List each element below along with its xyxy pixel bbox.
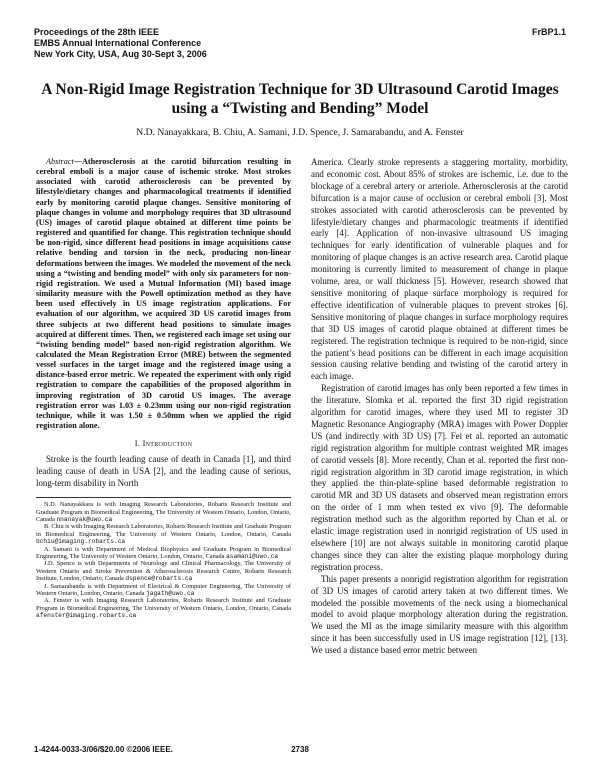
conference-header (34, 27, 207, 60)
footnotes (36, 501, 291, 620)
header-line-3: New York City, USA, Aug 30-Sept 3, 2006 (34, 49, 207, 59)
footnote-email: jagath@uwo.ca (146, 589, 195, 597)
header-line-2: EMBS Annual International Conference (34, 38, 202, 48)
footnote (36, 583, 291, 598)
abstract-text: —Atherosclerosis at the carotid bifurcation resulting in cerebral emboli is a major cause of ischemic stroke. Most strokes associated with carotid atherosclerosis can be prevented by lifestyle/dietary changes and pharmacological treatments if identified early by monitoring carotid plaque changes. Sensitive monitoring of plaque changes in volume and morphology requires that 3D ultrasound (US) images of carotid plaque obtained at different time points be registered and quantified for change. This registration technique should be non-rigid, since different head positions in image acquisitions cause relative bending and torsion in the neck, producing non-linear deformations between the images. We modeled the movement of the neck using a “twisting and bending model” with only six parameters for non-rigid registration. We used a Mutual Information (MI) based image similarity measure with the Powell optimization method as they have been used effectively in US image registration applications. For evaluation of our algorithm, we acquired 3D US carotid images from three subjects at two different head positions to simulate images acquired at different times. Then, we registered each image set using our “twisting bending model” based non-rigid registration algorithm. We calculated the Mean Registration Error (MRE) between the segmented vessel surfaces in the target image and the registered image using a distance-based error metric. We repeated the experiment with only rigid registration to compare the capabilities of the proposed algorithm in improving registration of 3D carotid US images. The average registration error was 1.03 ± 0.23mm using our non-rigid registration technique, while it was 1.50 ± 0.50mm when we applied the rigid registration alone. (36, 157, 291, 431)
footnote-email: dspence@robarts.ca (125, 575, 193, 583)
footnote-text: J. Samarabandu is with Department of Electrical & Computer Engineering, The University of Western Ontario, London, Ontario, Canada (36, 582, 291, 597)
body-paragraph: Registration of carotid images has only been reported a few times in the literature. Slomka et al. reported the first 3D rigid registration algorithm for carotid images, where they used MI to register 3D Magnetic Resonance Angiography (MRA) images with Power Doppler US (and indirectly with 3D US) [7]. Fei et al. reported an automatic rigid registration algorithm for multiple contrast weighted MR images of carotid vessels [8]. More recently, Chan et al. reported the first non-rigid registration algorithm in 3D carotid image registration, in which they applied the thin-plate-spline based deformable registration to carotid MR and 3D US datasets and observed mean registration errors on the order of 1 mm when tested ex vivo [9]. The deformable registration method such as the algorithm reported by Chan et al. or elastic image registration used in nonrigid registration of US used in elsewhere [10] are not always suitable in monitoring carotid plaque changes since they can alter the existing plaque morphology during registration process. (311, 383, 568, 572)
footnote (36, 501, 291, 523)
paper-title: A Non-Rigid Image Registration Technique for 3D Ultrasound Carotid Images using a “Twisting and Bending” Model (41, 81, 559, 117)
body-paragraph: America. Clearly stroke represents a staggering mortality, morbidity, and economic cost. About 85% of strokes are ischemic, i.e. due to the blockage of a cerebral artery or arteriole. Atherosclerosis at the carotid bifurcation is a major cause of occlusion or cerebral emboli [3]. Most strokes associated with carotid atherosclerosis can be prevented by lifestyle/dietary changes and pharmacologic treatments if identified early [4]. Application of non-invasive ultrasound US imaging techniques for early identification of vulnerable plaques and for monitoring of plaque changes is an active research area. Carotid plaque monitoring is currently limited to measurement of change in plaque volume, area, or wall thickness [5]. However, research showed that sensitive monitoring of plaque surface morphology is required for effective identification of vulnerable plaques to prevent strokes [6]. Sensitive monitoring of plaque changes in surface morphology requires that 3D US images of carotid plaque obtained at different times be registered. The registration technique is required to be non-rigid, since the patient’s head positions can be different in each image acquisition session causing relative bending and twisting of the carotid artery in each image. (311, 157, 568, 382)
author-list: N.D. Nanayakkara, B. Chiu, A. Samani, J.D. Spence, J. Samarabandu, and A. Fenster (136, 127, 464, 138)
footnote-email: bchiu@imaging.robarts.ca (36, 538, 126, 546)
footnote-text: B. Chiu is with Imaging Research Laboratories, Robarts Research Institute and Graduate Program in Biomedical Engineering, The University of Western Ontario, London, Ontario, Canada (36, 523, 291, 538)
footnote (36, 546, 291, 561)
paper-code: FrBP1.1 (531, 27, 566, 37)
footnote-text: A. Samani is with Department of Medical Biophysics and Graduate Program in Biomedical Engineering, The University of Western Ontario, London, Ontario, Canada (36, 545, 291, 560)
header-line-1: Proceedings of the 28th IEEE (34, 27, 160, 37)
footnote (36, 560, 291, 582)
page-number: 2738 (291, 745, 309, 754)
footnote (36, 523, 291, 545)
abstract-lead: Abstract (46, 157, 74, 166)
body-paragraph: This paper presents a nonrigid registration algorithm for registration of 3D US images of carotid artery taken at two different times. We modeled the possible movements of the neck using a biomechanical model to avoid plaque morphology alteration during the registration. We used the MI as the image similarity measure with this algorithm since it has been successfully used in US image registration [12], [13]. We used a distance based error metric between (311, 573, 568, 656)
footnote-email: asamani@uwo.ca (226, 552, 279, 560)
abstract (36, 157, 291, 431)
section-heading: I. Introduction (134, 439, 193, 449)
footnote-text: N.D. Nanayakkara is with Imaging Research Laboratories, Robarts Research Institute and Graduate Program in Biomedical Engineering, The University of Western Ontario, London, Ontario, Canada (36, 501, 291, 523)
footnote-text: J.D. Spence is with Departments of Neurology and Clinical Pharmacology, The University of Western Ontario and Stroke Prevention & Atherosclerosis Research Centre, Robarts Research Institute, London, Ontario, Canada (36, 560, 291, 583)
footnote (36, 597, 291, 619)
footnote-email: nnanayak@uwo.ca (56, 515, 113, 523)
intro-paragraph-start: Stroke is the fourth leading cause of death in Canada [1], and third leading cause of death in USA [2], and the leading cause of serious, long-term disability in North (36, 454, 291, 489)
left-column (36, 157, 291, 620)
footnote-text: A. Fenster is with Imaging Research Laboratories, Robarts Research Institute and Graduate Program in Biomedical Engineering, The University of Western Ontario, London, Ontario, Canada (36, 597, 291, 612)
copyright-footer: 1-4244-0033-3/06/$20.00 ©2006 IEEE. (34, 745, 173, 754)
footnote-email: afenster@imaging.robarts.ca (36, 612, 137, 620)
footnote-rule (36, 497, 291, 498)
right-column (311, 157, 568, 657)
